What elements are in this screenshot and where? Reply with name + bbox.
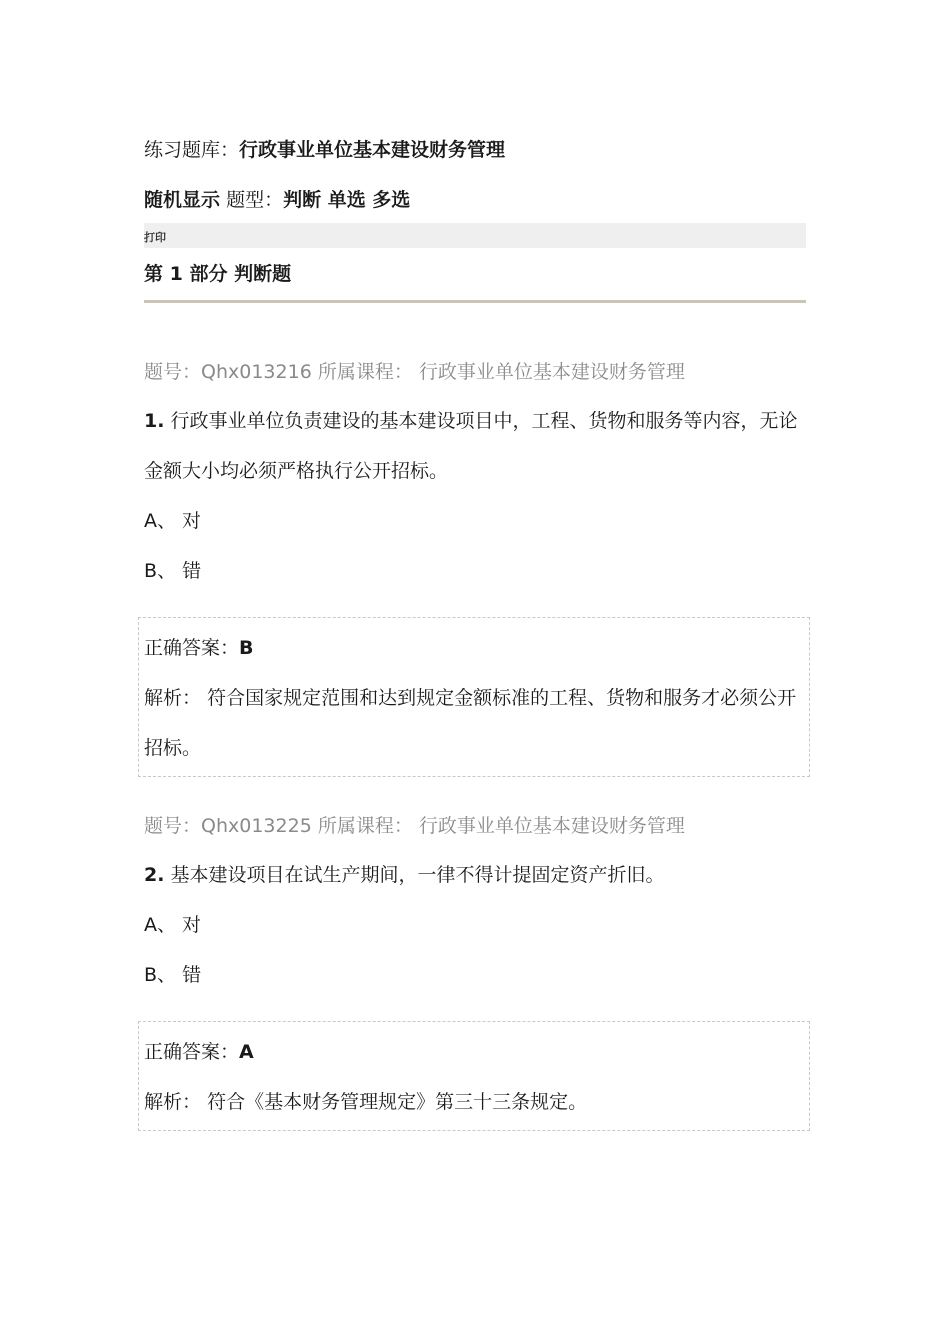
question-text <box>144 409 798 433</box>
bank-name: 行政事业单位基本建设财务管理 <box>239 139 506 161</box>
bank-line <box>144 138 505 162</box>
display-mode-line <box>144 188 410 212</box>
answer-line <box>144 1040 254 1064</box>
question-meta <box>144 814 685 838</box>
section-title: 第 1 部分 判断题 <box>144 263 292 285</box>
question-id-label: 题号： <box>144 361 202 383</box>
course-name: 行政事业单位基本建设财务管理 <box>418 361 685 383</box>
answer-value: A <box>239 1041 254 1063</box>
analysis-line <box>144 1090 587 1114</box>
answer-label: 正确答案： <box>144 1041 240 1063</box>
question-id: Qhx013225 <box>201 815 312 837</box>
question-text-line: 金额大小均必须严格执行公开招标。 <box>144 460 449 482</box>
option-a[interactable]: A、 对 <box>144 510 202 532</box>
question-meta <box>144 360 685 384</box>
analysis-text: 符合《基本财务管理规定》第三十三条规定。 <box>207 1091 588 1113</box>
option-b[interactable]: B、 错 <box>144 964 202 986</box>
analysis-label: 解析： <box>144 1091 202 1113</box>
question-number: 2. <box>144 864 165 886</box>
analysis-text: 招标。 <box>144 737 202 759</box>
question-number: 1. <box>144 410 165 432</box>
course-label: 所属课程： <box>317 815 413 837</box>
type-label: 题型： <box>226 189 284 211</box>
answer-box <box>138 1021 810 1131</box>
question-id: Qhx013216 <box>201 361 312 383</box>
question-text-line: 行政事业单位负责建设的基本建设项目中，工程、货物和服务等内容，无论 <box>170 410 798 432</box>
answer-label: 正确答案： <box>144 637 240 659</box>
course-label: 所属课程： <box>317 361 413 383</box>
question-id-label: 题号： <box>144 815 202 837</box>
analysis-text: 符合国家规定范围和达到规定金额标准的工程、货物和服务才必须公开 <box>207 687 797 709</box>
analysis-line <box>144 686 796 710</box>
analysis-label: 解析： <box>144 687 202 709</box>
option-a[interactable]: A、 对 <box>144 914 202 936</box>
course-name: 行政事业单位基本建设财务管理 <box>418 815 685 837</box>
print-bar <box>144 223 806 248</box>
print-button[interactable]: 打印 <box>144 231 166 244</box>
option-b[interactable]: B、 错 <box>144 560 202 582</box>
question-text <box>144 863 665 887</box>
question-types[interactable]: 判断 单选 多选 <box>283 189 411 211</box>
bank-label: 练习题库： <box>144 139 240 161</box>
answer-line <box>144 636 254 660</box>
question-text-line: 基本建设项目在试生产期间，一律不得计提固定资产折旧。 <box>170 864 665 886</box>
answer-value: B <box>239 637 254 659</box>
section-divider <box>144 300 806 303</box>
random-display-link[interactable]: 随机显示 <box>144 189 221 211</box>
